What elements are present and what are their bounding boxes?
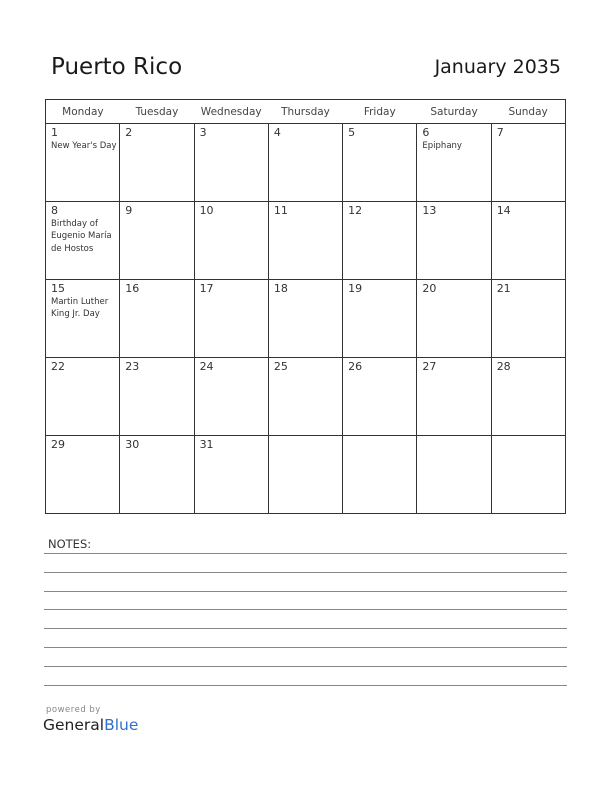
day-cell [268, 358, 342, 436]
day-number: 11 [273, 204, 288, 217]
day-number: 27 [422, 360, 437, 373]
day-number: 5 [348, 126, 356, 139]
day-cell [491, 124, 565, 202]
week-row [46, 358, 566, 436]
week-row [46, 436, 566, 514]
day-number: 23 [125, 360, 140, 373]
day-cell [491, 280, 565, 358]
day-cell [417, 202, 491, 280]
day-cell [268, 436, 342, 514]
brand-general: General [43, 716, 105, 734]
day-cell [417, 124, 491, 202]
month-title: January 2035 [434, 56, 561, 78]
note-line [44, 685, 567, 686]
country-title: Puerto Rico [51, 54, 183, 80]
day-cell [343, 358, 417, 436]
day-cell [343, 124, 417, 202]
day-number: 29 [51, 438, 65, 451]
day-number: 13 [422, 204, 437, 217]
day-cell [343, 280, 417, 358]
day-number: 6 [422, 126, 430, 139]
day-number: 31 [199, 438, 214, 451]
day-number: 1 [51, 126, 58, 139]
day-cell [120, 436, 194, 514]
holiday-label: Birthday of Eugenio María de Hostos [51, 219, 112, 254]
week-row [46, 280, 566, 358]
day-number: 4 [273, 126, 281, 139]
weekday-header-row [46, 100, 566, 124]
day-cell [268, 202, 342, 280]
day-number: 20 [422, 282, 437, 295]
note-line [44, 609, 567, 610]
day-number: 22 [51, 360, 65, 373]
day-cell [343, 436, 417, 514]
day-cell [194, 436, 268, 514]
note-line [44, 628, 567, 629]
day-number: 28 [496, 360, 511, 373]
note-line [44, 572, 567, 573]
day-cell [343, 202, 417, 280]
notes-label: NOTES: [48, 537, 92, 551]
weekday-header: Thursday [268, 100, 342, 124]
day-cell [46, 124, 120, 202]
day-number: 26 [348, 360, 363, 373]
day-cell [46, 358, 120, 436]
day-cell [120, 124, 194, 202]
day-cell [268, 280, 342, 358]
day-cell [268, 124, 342, 202]
day-cell [417, 358, 491, 436]
day-cell [194, 280, 268, 358]
day-cell [491, 202, 565, 280]
weekday-header: Monday [46, 100, 120, 124]
day-number: 8 [51, 204, 58, 217]
powered-by-text: powered by [46, 705, 101, 715]
holiday-label: New Year's Day [51, 141, 117, 151]
day-cell [417, 280, 491, 358]
week-row [46, 124, 566, 202]
day-number: 30 [125, 438, 140, 451]
day-number: 18 [273, 282, 288, 295]
brand-logo[interactable] [43, 716, 138, 734]
day-number: 7 [496, 126, 504, 139]
day-number: 12 [348, 204, 363, 217]
day-cell [491, 358, 565, 436]
week-row [46, 202, 566, 280]
day-cell [46, 436, 120, 514]
weekday-header: Tuesday [120, 100, 194, 124]
day-cell [194, 124, 268, 202]
day-number: 24 [199, 360, 214, 373]
day-number: 2 [125, 126, 133, 139]
note-line [44, 647, 567, 648]
day-cell [491, 436, 565, 514]
weekday-header: Sunday [491, 100, 565, 124]
calendar-grid [45, 99, 566, 514]
note-line [44, 553, 567, 554]
weekday-header: Wednesday [194, 100, 268, 124]
note-line [44, 591, 567, 592]
weekday-header: Saturday [417, 100, 491, 124]
day-number: 15 [51, 282, 65, 295]
day-number: 3 [199, 126, 207, 139]
holiday-label: Martin Luther King Jr. Day [51, 297, 109, 320]
day-cell [194, 358, 268, 436]
day-cell [120, 358, 194, 436]
day-number: 25 [273, 360, 288, 373]
note-line [44, 666, 567, 667]
holiday-label: Epiphany [422, 141, 462, 151]
day-cell [46, 280, 120, 358]
day-number: 9 [125, 204, 133, 217]
brand-blue: Blue [104, 716, 139, 734]
day-cell [120, 280, 194, 358]
weekday-header: Friday [343, 100, 417, 124]
day-cell [120, 202, 194, 280]
day-number: 21 [496, 282, 511, 295]
day-cell [46, 202, 120, 280]
day-cell [194, 202, 268, 280]
day-number: 10 [199, 204, 214, 217]
day-cell [417, 436, 491, 514]
day-number: 16 [125, 282, 140, 295]
day-number: 14 [496, 204, 511, 217]
day-number: 17 [199, 282, 214, 295]
day-number: 19 [348, 282, 363, 295]
